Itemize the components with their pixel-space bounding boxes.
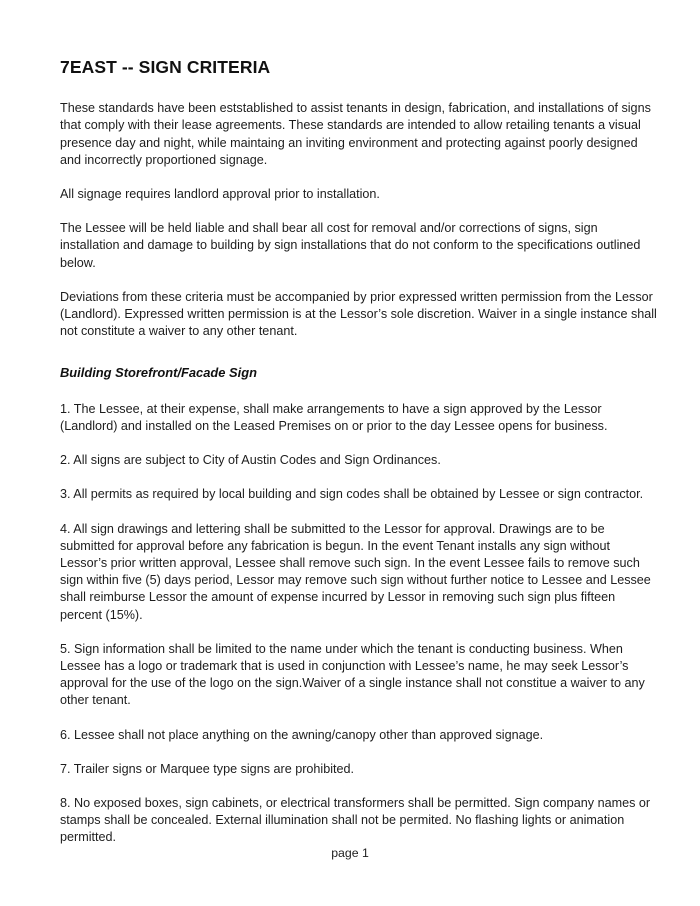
document-body: [60, 58, 658, 864]
page-number-footer: page 1: [331, 846, 369, 860]
list-item: 1. The Lessee, at their expense, shall make arrangements to have a sign approved by the Lessor (Landlord) and installed on the Leased Premises on or prior to the day Lessee opens for business.: [60, 401, 608, 433]
paragraph-intro: These standards have been eststablished to assist tenants in design, fabrication, and installations of signs that comply with their lease agreements. These standards are intended to allow retailing tenants a visual presence day and night, while maintaing an inviting environment and protecting against poorly designed and incorrectly proportioned signage.: [60, 101, 651, 167]
list-item: 2. All signs are subject to City of Austin Codes and Sign Ordinances.: [60, 453, 441, 468]
numbered-criteria-list: [60, 401, 658, 847]
paragraph-deviations: Deviations from these criteria must be accompanied by prior expressed written permission from the Lessor (Landlord). Expressed written permission is at the Lessor’s sole discretion. Waiver in a single instance shall not constitute a waiver to any other tenant.: [60, 289, 657, 339]
list-item: 5. Sign information shall be limited to the name under which the tenant is conducting business. When Lessee has a logo or trademark that is used in conjunction with Lessee’s name, he may seek Lessor’s approval for the use of the logo on the sign.Waiver of a single instance shall not constitue a waiver to any other tenant.: [60, 641, 645, 708]
paragraph-liability: The Lessee will be held liable and shall bear all cost for removal and/or corrections of signs, sign installation and damage to building by sign installations that do not conform to the specifications outlined below.: [60, 221, 641, 270]
page-title: 7EAST -- SIGN CRITERIA: [60, 57, 271, 77]
intro-paragraphs: [60, 100, 658, 340]
list-item: 7. Trailer signs or Marquee type signs are prohibited.: [60, 761, 355, 776]
paragraph-approval: All signage requires landlord approval prior to installation.: [60, 187, 380, 202]
list-item: 6. Lessee shall not place anything on the awning/canopy other than approved signage.: [60, 727, 544, 742]
section-heading-storefront-sign: Building Storefront/Facade Sign: [60, 365, 257, 381]
list-item: 3. All permits as required by local building and sign codes shall be obtained by Lessee or sign contractor.: [60, 487, 644, 502]
list-item: 4. All sign drawings and lettering shall be submitted to the Lessor for approval. Drawings are to be submitted for approval before any fabrication is begun. In the event Tenant installs any sign without Lessor’s prior written approval, Lessee shall remove such sign. In the event Lessee fails to remove such sign within five (5) days period, Lessor may remove such sign without further notice to Lessee and Lessee shall reimburse Lessor the amount of expense incurred by Lessor in removing such sign plus fifteen percent (15%).: [60, 521, 651, 622]
list-item: 8. No exposed boxes, sign cabinets, or electrical transformers shall be permitted. Sign company names or stamps shall be concealed. External illumination shall not be permited. No flashing lights or animation permitted.: [60, 795, 651, 845]
